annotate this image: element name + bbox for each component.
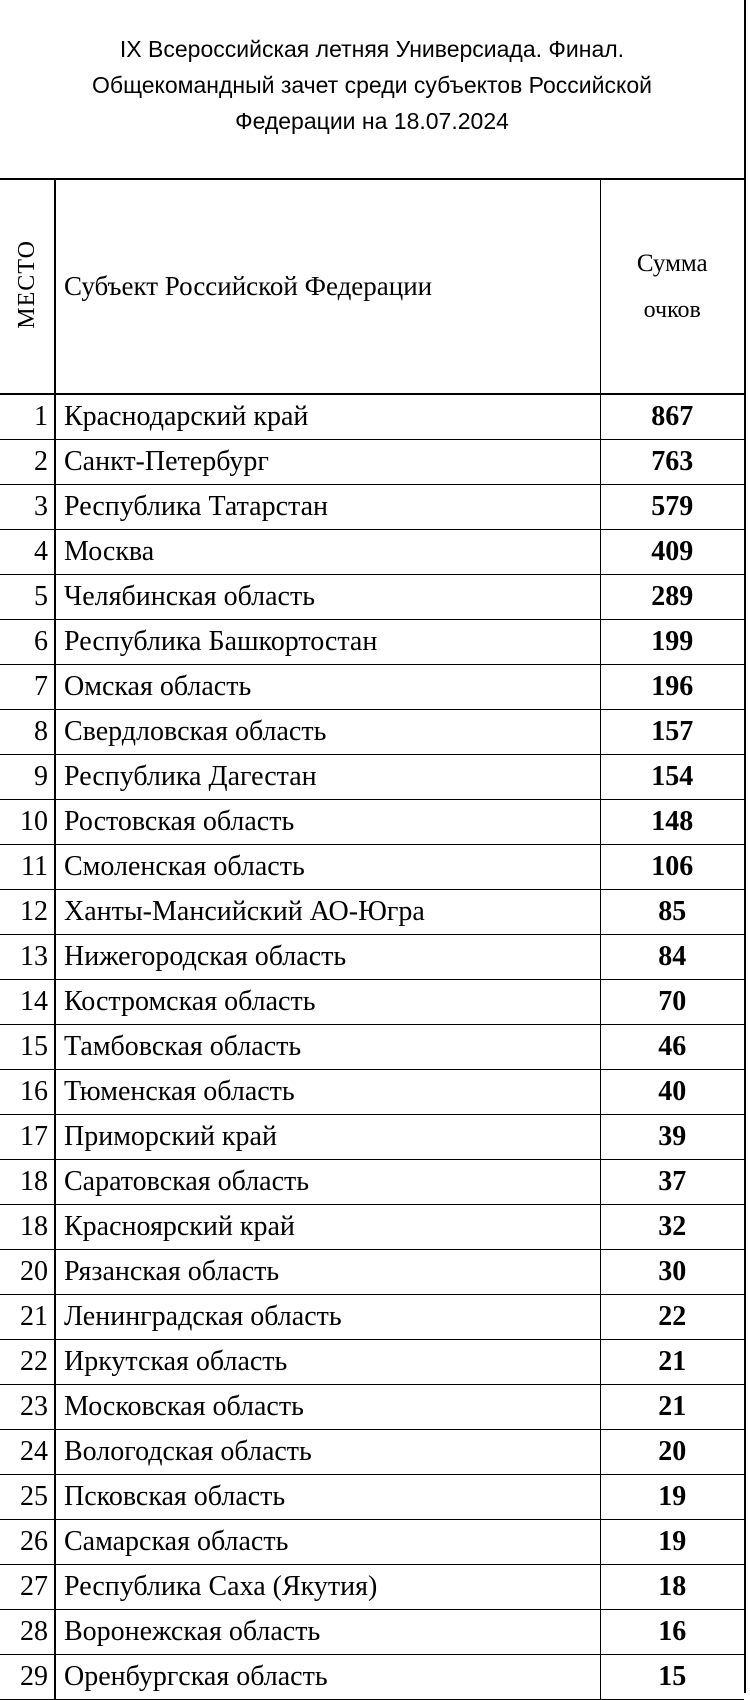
score-cell: 763 [600, 440, 744, 485]
table-row [0, 665, 744, 710]
subject-cell: Республика Татарстан [55, 485, 600, 530]
place-cell: 29 [0, 1655, 55, 1700]
score-cell: 39 [600, 1115, 744, 1160]
score-cell: 196 [600, 665, 744, 710]
score-cell: 22 [600, 1295, 744, 1340]
table-row [0, 440, 744, 485]
place-cell: 18 [0, 1205, 55, 1250]
subject-cell: Краснодарский край [55, 394, 600, 440]
subject-cell: Республика Саха (Якутия) [55, 1565, 600, 1610]
subject-cell: Вологодская область [55, 1430, 600, 1475]
table-row [0, 1610, 744, 1655]
score-cell: 106 [600, 845, 744, 890]
subject-cell: Тюменская область [55, 1070, 600, 1115]
subject-cell: Нижегородская область [55, 935, 600, 980]
place-cell: 15 [0, 1025, 55, 1070]
place-column-header [0, 180, 55, 394]
score-cell: 409 [600, 530, 744, 575]
score-cell: 32 [600, 1205, 744, 1250]
subject-cell: Москва [55, 530, 600, 575]
table-row [0, 1385, 744, 1430]
subject-cell: Воронежская область [55, 1610, 600, 1655]
table-row [0, 575, 744, 620]
table-row [0, 1160, 744, 1205]
subject-cell: Санкт-Петербург [55, 440, 600, 485]
subject-cell: Самарская область [55, 1520, 600, 1565]
score-cell: 289 [600, 575, 744, 620]
score-header-line-1: Сумма [636, 249, 708, 277]
table-row [0, 394, 744, 440]
table-row [0, 620, 744, 665]
score-cell: 199 [600, 620, 744, 665]
place-cell: 24 [0, 1430, 55, 1475]
subject-cell: Ханты-Мансийский АО-Югра [55, 890, 600, 935]
table-row [0, 1340, 744, 1385]
place-cell: 22 [0, 1340, 55, 1385]
table-row [0, 1115, 744, 1160]
table-row [0, 1430, 744, 1475]
place-cell: 13 [0, 935, 55, 980]
subject-cell: Красноярский край [55, 1205, 600, 1250]
table-row [0, 1295, 744, 1340]
score-cell: 15 [600, 1655, 744, 1700]
place-cell: 16 [0, 1070, 55, 1115]
table-row [0, 1070, 744, 1115]
score-cell: 21 [600, 1340, 744, 1385]
title-line-2: Общекомандный зачет среди субъектов Российской [92, 72, 652, 98]
score-column-header [600, 180, 744, 394]
table-row [0, 710, 744, 755]
table-row [0, 890, 744, 935]
table-row [0, 1025, 744, 1070]
place-cell: 27 [0, 1565, 55, 1610]
score-cell: 154 [600, 755, 744, 800]
subject-cell: Саратовская область [55, 1160, 600, 1205]
table-row [0, 1520, 744, 1565]
subject-cell: Иркутская область [55, 1340, 600, 1385]
table-row [0, 845, 744, 890]
place-cell: 4 [0, 530, 55, 575]
subject-cell: Рязанская область [55, 1250, 600, 1295]
place-cell: 1 [0, 394, 55, 440]
score-cell: 30 [600, 1250, 744, 1295]
score-cell: 579 [600, 485, 744, 530]
place-cell: 7 [0, 665, 55, 710]
table-row [0, 800, 744, 845]
place-cell: 25 [0, 1475, 55, 1520]
place-cell: 10 [0, 800, 55, 845]
score-cell: 20 [600, 1430, 744, 1475]
subject-cell: Республика Башкортостан [55, 620, 600, 665]
place-cell: 2 [0, 440, 55, 485]
place-column-label: МЕСТО [13, 239, 40, 329]
place-cell: 18 [0, 1160, 55, 1205]
table-row [0, 530, 744, 575]
subject-cell: Оренбургская область [55, 1655, 600, 1700]
score-cell: 157 [600, 710, 744, 755]
standings-body [0, 394, 744, 1700]
place-cell: 14 [0, 980, 55, 1025]
place-cell: 3 [0, 485, 55, 530]
subject-cell: Ленинградская область [55, 1295, 600, 1340]
place-cell: 21 [0, 1295, 55, 1340]
score-cell: 70 [600, 980, 744, 1025]
place-cell: 8 [0, 710, 55, 755]
table-header-row [0, 180, 744, 394]
score-cell: 19 [600, 1520, 744, 1565]
score-cell: 46 [600, 1025, 744, 1070]
title-line-1: IX Всероссийская летняя Универсиада. Финал. [119, 36, 625, 62]
subject-cell: Омская область [55, 665, 600, 710]
subject-column-header: Субъект Российской Федерации [55, 180, 600, 394]
subject-cell: Республика Дагестан [55, 755, 600, 800]
subject-cell: Свердловская область [55, 710, 600, 755]
place-cell: 28 [0, 1610, 55, 1655]
place-cell: 17 [0, 1115, 55, 1160]
subject-cell: Смоленская область [55, 845, 600, 890]
subject-cell: Костромская область [55, 980, 600, 1025]
table-row [0, 935, 744, 980]
place-cell: 12 [0, 890, 55, 935]
score-cell: 16 [600, 1610, 744, 1655]
score-cell: 21 [600, 1385, 744, 1430]
table-row [0, 1565, 744, 1610]
place-cell: 9 [0, 755, 55, 800]
score-cell: 40 [600, 1070, 744, 1115]
subject-cell: Московская область [55, 1385, 600, 1430]
table-row [0, 755, 744, 800]
title-block [0, 0, 744, 180]
subject-cell: Приморский край [55, 1115, 600, 1160]
place-cell: 11 [0, 845, 55, 890]
score-cell: 867 [600, 394, 744, 440]
table-row [0, 1250, 744, 1295]
standings-table [0, 180, 744, 1700]
table-row [0, 1205, 744, 1250]
subject-cell: Ростовская область [55, 800, 600, 845]
score-cell: 18 [600, 1565, 744, 1610]
title-line-3: Федерации на 18.07.2024 [235, 108, 509, 134]
score-cell: 84 [600, 935, 744, 980]
table-row [0, 980, 744, 1025]
subject-cell: Челябинская область [55, 575, 600, 620]
score-cell: 19 [600, 1475, 744, 1520]
place-cell: 20 [0, 1250, 55, 1295]
score-cell: 37 [600, 1160, 744, 1205]
table-row [0, 485, 744, 530]
place-cell: 26 [0, 1520, 55, 1565]
score-header-line-2: очков [643, 296, 701, 323]
table-row [0, 1475, 744, 1520]
place-cell: 6 [0, 620, 55, 665]
score-cell: 148 [600, 800, 744, 845]
subject-cell: Тамбовская область [55, 1025, 600, 1070]
score-cell: 85 [600, 890, 744, 935]
place-cell: 5 [0, 575, 55, 620]
place-cell: 23 [0, 1385, 55, 1430]
subject-cell: Псковская область [55, 1475, 600, 1520]
